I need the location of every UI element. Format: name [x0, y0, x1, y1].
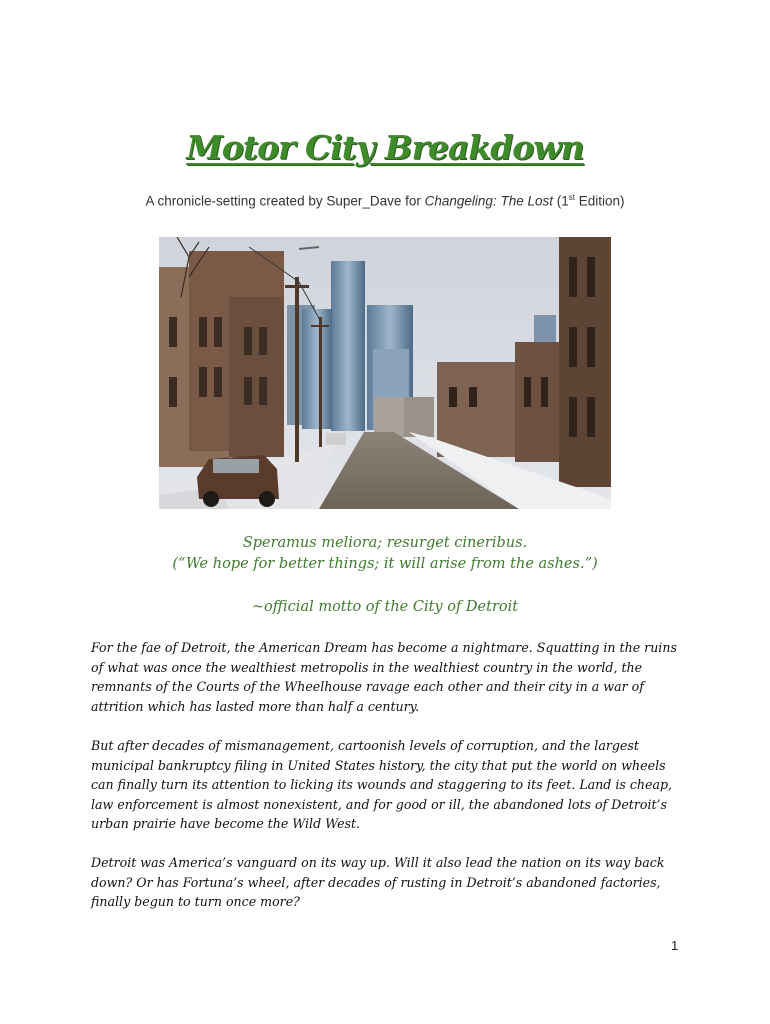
document-title: Motor City Breakdown [186, 128, 584, 167]
detroit-street-photo [159, 237, 611, 509]
game-title: Changeling: The Lost [424, 193, 553, 209]
subtitle-prefix: A chronicle-setting created by Super_Dave for [145, 193, 425, 209]
paragraph-vanguard: Detroit was America’s vanguard on its way up. Will it also lead the nation on its way back down? Or has Fortuna’s wheel, after decades of rusting in Detroit’s abandoned factories, finally begun to turn once more? [91, 855, 665, 909]
page-number: 1 [671, 938, 679, 953]
motto-latin: Speramus meliora; resurget cineribus. [242, 535, 528, 551]
edition-close: Edition) [574, 193, 625, 209]
document-subtitle [0, 193, 770, 209]
edition-superscript: st [568, 193, 575, 202]
motto-translation: (“We hope for better things; it will arise from the ashes.”) [172, 556, 598, 572]
edition-open: (1 [552, 193, 569, 209]
paragraph-intro: For the fae of Detroit, the American Dream has become a nightmare. Squatting in the ruins of what was once the wealthiest metropolis in the wealthiest country in the world, the remnants of the Courts of the Wheelhouse ravage each other and their city in a war of attrition which has lasted more than half a century. [91, 640, 677, 714]
paragraph-bankruptcy: But after decades of mismanagement, cartoonish levels of corruption, and the largest municipal bankruptcy filing in United States history, the city that put the world on wheels can finally turn its attention to licking its wounds and staggering to its feet. Land is cheap, law enforcement is almost nonexistent, and for good or ill, the abandoned lots of Detroit’s urban prairie have become the Wild West. [91, 738, 673, 831]
motto-attribution: ~official motto of the City of Detroit [251, 599, 519, 615]
